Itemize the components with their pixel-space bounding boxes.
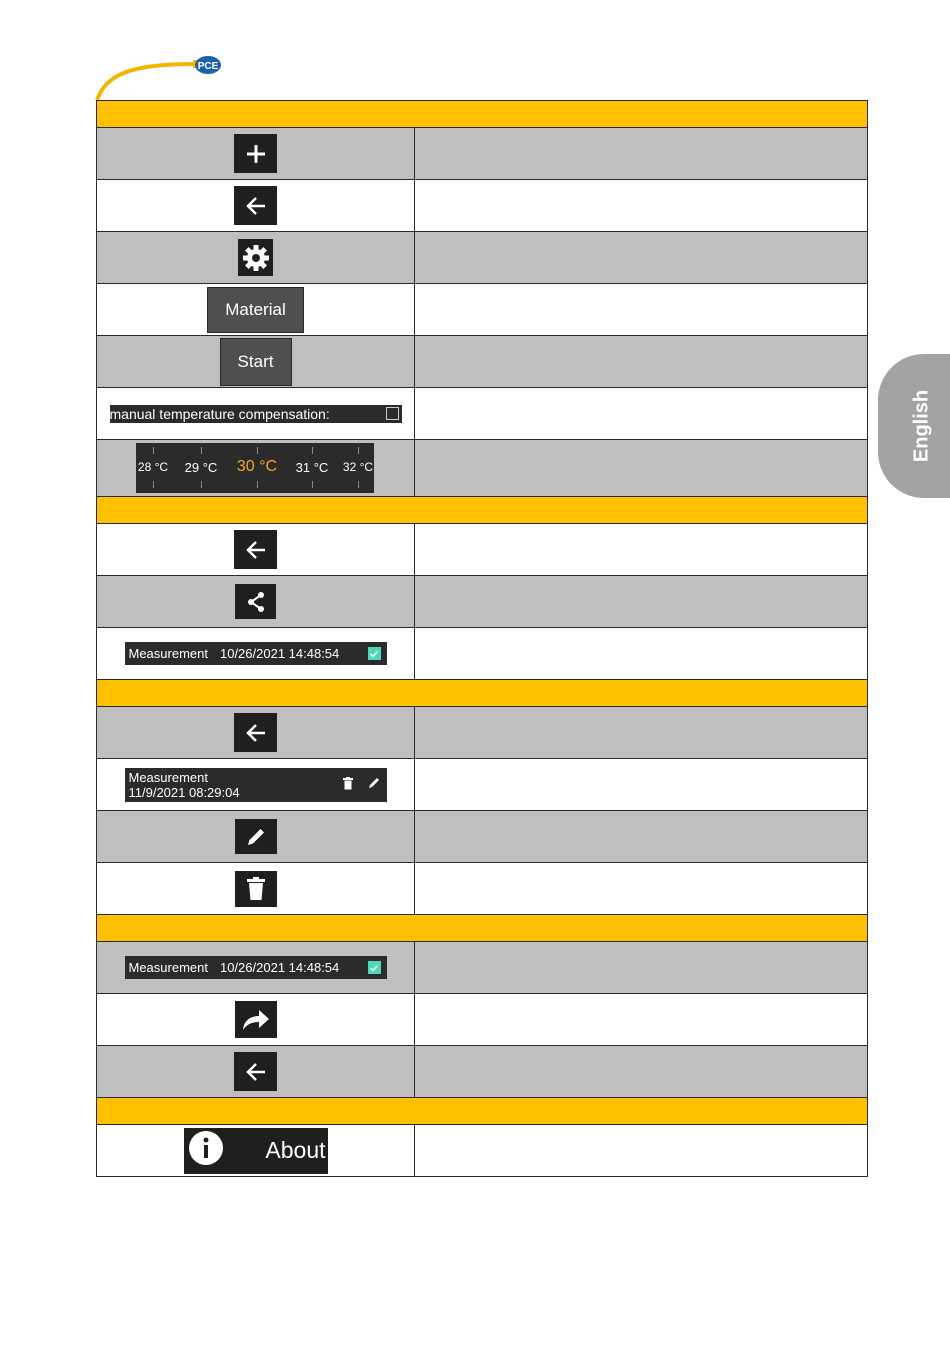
back-button[interactable] bbox=[234, 713, 277, 752]
info-icon bbox=[188, 1130, 224, 1172]
table-row bbox=[97, 942, 867, 994]
language-tab bbox=[878, 354, 950, 498]
measurement-list-item[interactable] bbox=[125, 956, 387, 979]
section-header bbox=[97, 915, 867, 942]
tick bbox=[257, 447, 258, 454]
temp-value-31[interactable]: 31 °C bbox=[295, 460, 329, 475]
arrow-left-icon bbox=[245, 722, 267, 744]
measurement-datetime: 10/26/2021 14:48:54 bbox=[219, 960, 340, 975]
back-button[interactable] bbox=[234, 1052, 277, 1091]
temperature-scale[interactable] bbox=[136, 443, 374, 493]
tick bbox=[358, 481, 359, 488]
back-button[interactable] bbox=[234, 530, 277, 569]
table-row bbox=[97, 284, 867, 336]
table-row bbox=[97, 336, 867, 388]
table-row bbox=[97, 863, 867, 915]
material-button[interactable]: Material bbox=[207, 287, 304, 333]
table-row bbox=[97, 440, 867, 497]
table-row bbox=[97, 759, 867, 811]
logo-text: PCE bbox=[197, 61, 219, 72]
edit-button[interactable] bbox=[235, 819, 277, 854]
tick bbox=[312, 447, 313, 454]
about-button[interactable] bbox=[184, 1128, 328, 1174]
share-icon bbox=[245, 591, 267, 613]
table-row bbox=[97, 576, 867, 628]
gear-icon bbox=[242, 244, 270, 272]
about-label: About bbox=[265, 1137, 326, 1163]
manual-temp-checkbox[interactable] bbox=[386, 407, 399, 420]
manual-temp-compensation-toggle[interactable] bbox=[110, 405, 402, 423]
temp-value-30-selected[interactable]: 30 °C bbox=[236, 458, 278, 475]
table-row bbox=[97, 707, 867, 759]
tick bbox=[201, 447, 202, 454]
table-row bbox=[97, 994, 867, 1046]
forward-share-button[interactable] bbox=[235, 1001, 277, 1038]
measurement-name: Measurement bbox=[128, 646, 208, 661]
settings-button[interactable] bbox=[238, 239, 273, 276]
table-row bbox=[97, 388, 867, 440]
forward-arrow-icon bbox=[241, 1008, 271, 1032]
table-row bbox=[97, 628, 867, 680]
temp-value-32[interactable]: 32 °C bbox=[342, 460, 374, 474]
measurement-datetime: 10/26/2021 14:48:54 bbox=[219, 646, 340, 661]
tick bbox=[312, 481, 313, 488]
temp-value-29[interactable]: 29 °C bbox=[184, 460, 218, 475]
section-header bbox=[97, 680, 867, 707]
table-row bbox=[97, 1125, 867, 1177]
table-row bbox=[97, 180, 867, 232]
table-row bbox=[97, 811, 867, 863]
checkbox-checked-icon[interactable] bbox=[368, 647, 381, 660]
back-button[interactable] bbox=[234, 186, 277, 225]
table-row bbox=[97, 128, 867, 180]
tick bbox=[358, 447, 359, 454]
manual-temp-label: manual temperature compensation: bbox=[109, 405, 330, 422]
measurement-datetime: 11/9/2021 08:29:04 bbox=[128, 784, 240, 800]
tick bbox=[153, 447, 154, 454]
add-button[interactable] bbox=[234, 134, 277, 173]
trash-icon bbox=[246, 877, 266, 901]
measurement-list-item[interactable] bbox=[125, 768, 387, 802]
delete-button[interactable] bbox=[235, 871, 277, 907]
tick bbox=[257, 481, 258, 488]
section-header bbox=[97, 497, 867, 524]
share-button[interactable] bbox=[235, 584, 276, 619]
arrow-left-icon bbox=[245, 1061, 267, 1083]
measurement-list-item[interactable] bbox=[125, 642, 387, 665]
temp-value-28[interactable]: 28 °C bbox=[137, 460, 169, 474]
tick bbox=[201, 481, 202, 488]
section-header bbox=[97, 101, 867, 128]
table-row bbox=[97, 232, 867, 284]
pce-logo bbox=[94, 52, 234, 102]
arrow-left-icon bbox=[245, 539, 267, 561]
trash-icon[interactable] bbox=[343, 777, 353, 793]
measurement-name: Measurement bbox=[128, 769, 208, 785]
arrow-left-icon bbox=[245, 195, 267, 217]
measurement-name: Measurement bbox=[128, 960, 208, 975]
edit-icon[interactable] bbox=[367, 776, 381, 793]
start-button[interactable]: Start bbox=[220, 338, 292, 386]
section-header bbox=[97, 1098, 867, 1125]
pencil-icon bbox=[245, 826, 267, 848]
language-tab-label: English bbox=[910, 389, 933, 463]
plus-icon bbox=[245, 143, 267, 165]
icon-table bbox=[96, 100, 868, 1177]
checkbox-checked-icon[interactable] bbox=[368, 961, 381, 974]
table-row bbox=[97, 524, 867, 576]
tick bbox=[153, 481, 154, 488]
table-row bbox=[97, 1046, 867, 1098]
